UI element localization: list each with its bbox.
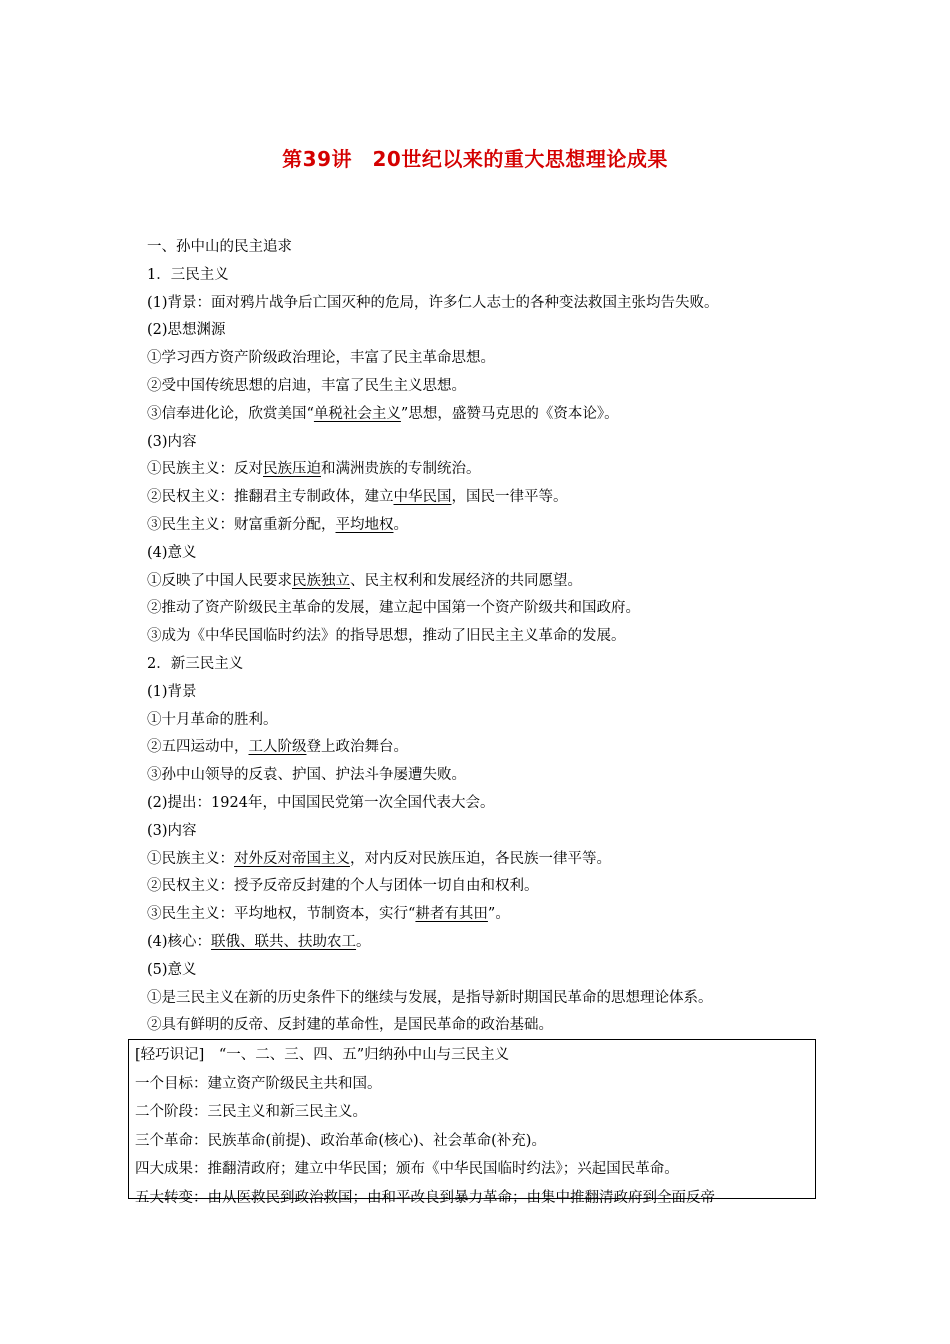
text-line — [147, 456, 827, 484]
underlined-keyword: 民族独立 — [292, 572, 350, 589]
text-segment: 登上政治舞台。 — [306, 739, 408, 756]
text-segment: (5)意义 — [147, 961, 197, 978]
underlined-keyword: 耕者有其田 — [415, 906, 488, 923]
text-line — [147, 790, 827, 818]
text-line — [147, 901, 827, 929]
text-segment: ①是三民主义在新的历史条件下的继续与发展，是指导新时期国民革命的思想理论体系。 — [147, 989, 713, 1006]
text-segment: ①反映了中国人民要求 — [147, 572, 292, 589]
text-line — [147, 317, 827, 345]
underlined-keyword: 民族压迫 — [263, 461, 321, 478]
text-line — [147, 568, 827, 596]
tip-box-line: 五大转变：由从医救民到政治救国；由和平改良到暴力革命；由集中推翻清政府到全面反帝 — [135, 1189, 715, 1206]
text-segment: (2)提出：1924年，中国国民党第一次全国代表大会。 — [147, 794, 495, 811]
text-segment: (4)核心： — [147, 933, 212, 950]
text-line — [147, 262, 827, 290]
text-segment: ③孙中山领导的反袁、护国、护法斗争屡遭失败。 — [147, 767, 466, 784]
text-line — [147, 345, 827, 373]
text-line — [147, 985, 827, 1013]
text-line — [147, 484, 827, 512]
tip-box-line: 一个目标：建立资产阶级民主共和国。 — [135, 1075, 382, 1092]
text-line — [147, 1012, 827, 1040]
text-segment: ，国民一律平等。 — [451, 489, 568, 506]
underlined-keyword: 对外反对帝国主义 — [234, 850, 350, 867]
document-body — [147, 234, 827, 1040]
text-line — [147, 929, 827, 957]
text-line — [147, 846, 827, 874]
text-line — [147, 512, 827, 540]
text-segment: 和满洲贵族的专制统治。 — [321, 461, 481, 478]
text-line — [147, 957, 827, 985]
tip-box-heading: [轻巧识记] “一、二、三、四、五”归纳孙中山与三民主义 — [135, 1047, 510, 1063]
text-segment: ③民生主义：平均地权，节制资本，实行“ — [147, 906, 416, 923]
underlined-keyword: 联俄、联共、扶助农工 — [211, 933, 357, 950]
underlined-keyword: 中华民国 — [393, 489, 452, 506]
text-segment: (2)思想渊源 — [147, 322, 226, 339]
text-line — [147, 290, 827, 318]
text-line — [147, 540, 827, 568]
text-segment: ①民族主义： — [147, 850, 234, 867]
text-segment: 2．新三民主义 — [147, 655, 244, 672]
text-line — [147, 623, 827, 651]
text-line — [147, 651, 827, 679]
text-segment: ，对内反对民族压迫，各民族一律平等。 — [350, 850, 611, 867]
text-segment: 、民主权利和发展经济的共同愿望。 — [350, 572, 582, 589]
tip-box-line: 三个革命：民族革命(前提)、政治革命(核心)、社会革命(补充)。 — [135, 1132, 546, 1149]
text-segment: ③民生主义：财富重新分配， — [147, 516, 336, 533]
text-line — [147, 595, 827, 623]
text-segment: ③信奉进化论，欣赏美国“ — [147, 405, 314, 422]
text-segment: 。 — [356, 933, 371, 950]
text-segment: ①学习西方资产阶级政治理论，丰富了民主革命思想。 — [147, 350, 495, 367]
text-segment: ③成为《中华民国临时约法》的指导思想，推动了旧民主主义革命的发展。 — [147, 628, 626, 645]
text-segment: (3)内容 — [147, 433, 197, 450]
tip-box-line: 四大成果：推翻清政府；建立中华民国；颁布《中华民国临时约法》；兴起国民革命。 — [135, 1161, 679, 1178]
text-line — [147, 373, 827, 401]
tip-box-line: 二个阶段：三民主义和新三民主义。 — [135, 1104, 367, 1121]
page-title: 第39讲 20世纪以来的重大思想理论成果 — [282, 147, 668, 171]
text-segment: (1)背景 — [147, 683, 197, 700]
text-line — [147, 762, 827, 790]
text-segment: ”思想，盛赞马克思的《资本论》。 — [400, 405, 619, 422]
text-segment: ②受中国传统思想的启迪，丰富了民生主义思想。 — [147, 377, 466, 394]
text-line — [147, 818, 827, 846]
text-segment: (1)背景：面对鸦片战争后亡国灭种的危局，许多仁人志士的各种变法救国主张均告失败。 — [147, 294, 719, 311]
underlined-keyword: 工人阶级 — [248, 739, 307, 756]
text-segment: ①十月革命的胜利。 — [147, 711, 278, 728]
text-line — [147, 234, 827, 262]
text-segment: ②具有鲜明的反帝、反封建的革命性，是国民革命的政治基础。 — [147, 1017, 553, 1034]
text-line — [147, 873, 827, 901]
text-segment: 。 — [393, 516, 408, 533]
text-segment: ②推动了资产阶级民主革命的发展，建立起中国第一个资产阶级共和国政府。 — [147, 600, 640, 617]
text-segment: ②民权主义：推翻君主专制政体，建立 — [147, 489, 394, 506]
text-segment: ”。 — [487, 906, 510, 923]
text-segment: ①民族主义：反对 — [147, 461, 263, 478]
memory-tip-box — [128, 1039, 816, 1206]
text-segment: ②五四运动中， — [147, 739, 249, 756]
underlined-keyword: 平均地权 — [335, 516, 394, 533]
text-segment: 1．三民主义 — [147, 266, 229, 283]
text-segment: (4)意义 — [147, 544, 197, 561]
text-line — [147, 401, 827, 429]
underlined-keyword: 单税社会主义 — [313, 405, 401, 422]
text-segment: ②民权主义：授予反帝反封建的个人与团体一切自由和权利。 — [147, 878, 539, 895]
text-segment: 一、孙中山的民主追求 — [147, 239, 292, 255]
text-line — [147, 679, 827, 707]
text-line — [147, 734, 827, 762]
text-segment: (3)内容 — [147, 822, 197, 839]
text-line — [147, 707, 827, 735]
text-line — [147, 429, 827, 457]
